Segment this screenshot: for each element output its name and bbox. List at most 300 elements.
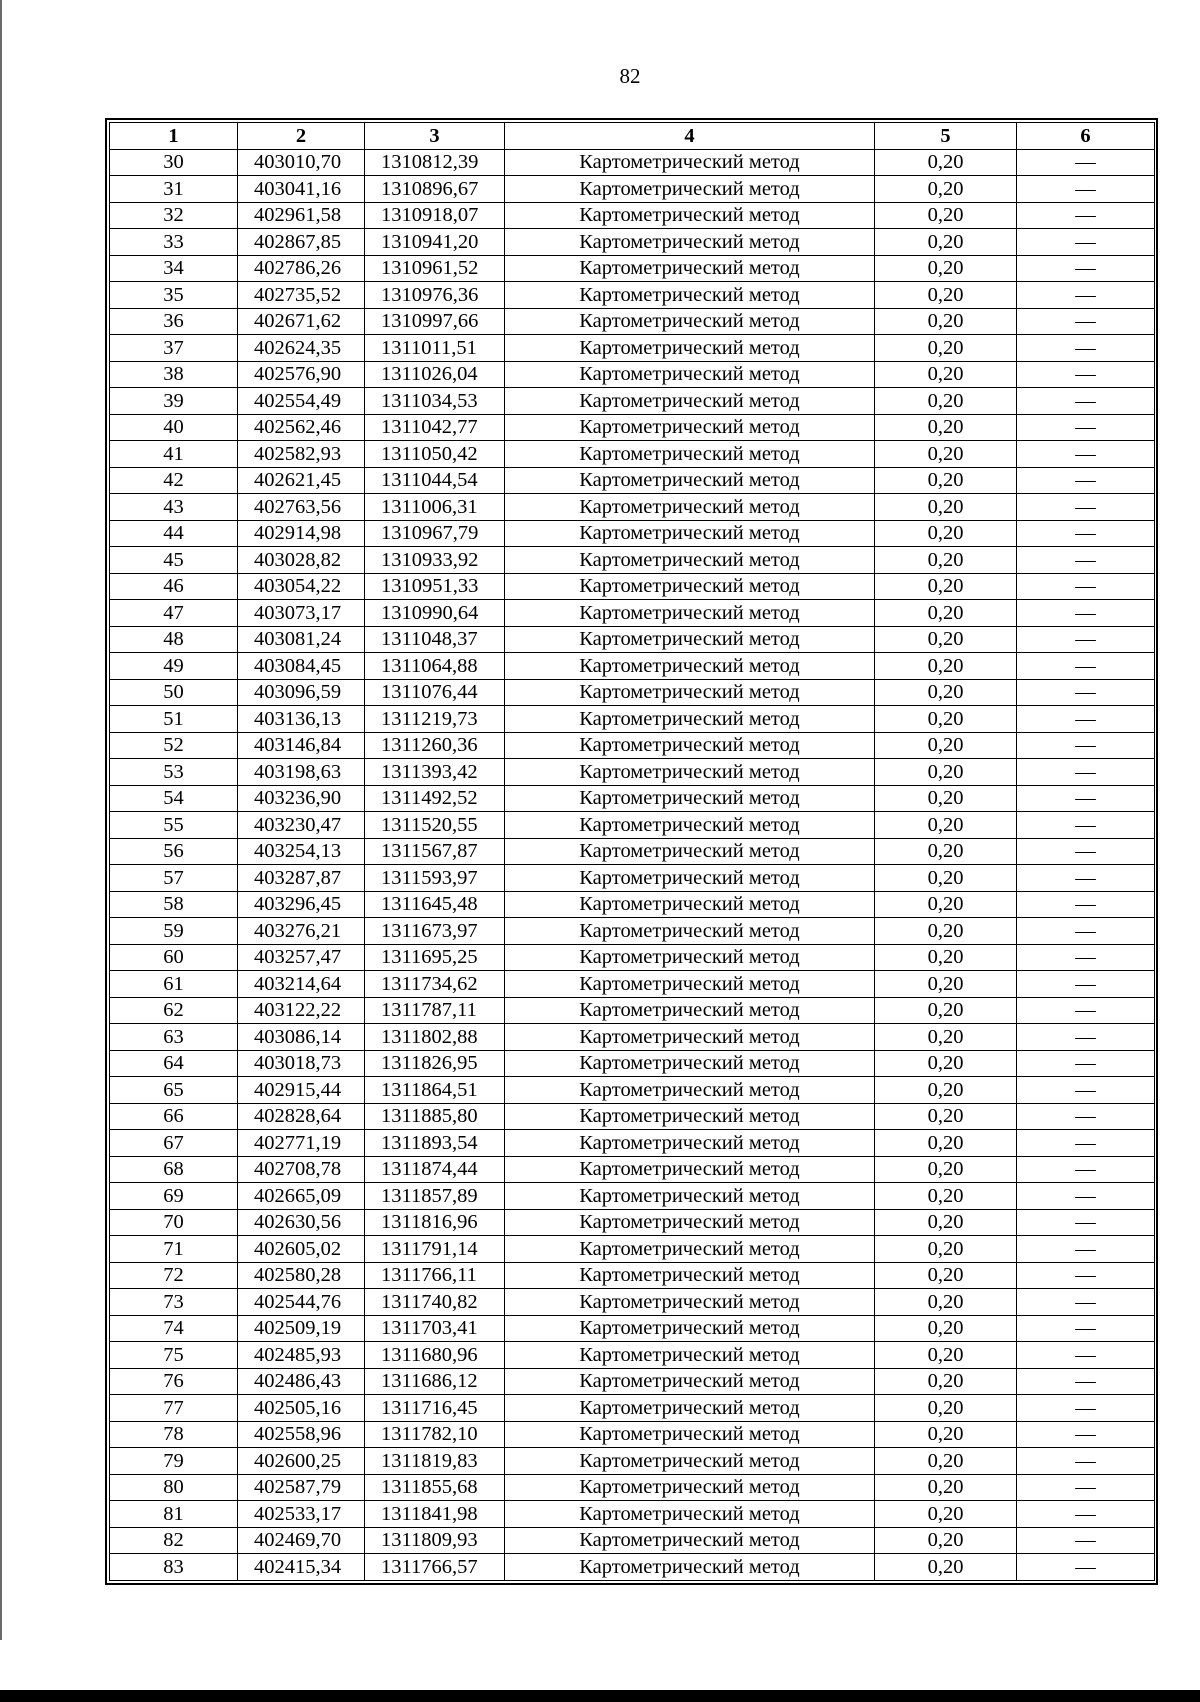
note-cell: —: [1017, 1395, 1155, 1422]
precision-cell: 0,20: [875, 706, 1017, 733]
table-row: [110, 626, 1155, 653]
x-coordinate-cell: 403254,13: [238, 838, 365, 865]
table-row: [110, 838, 1155, 865]
y-coordinate-cell: 1311857,89: [365, 1183, 505, 1210]
note-cell: —: [1017, 1342, 1155, 1369]
y-coordinate-cell: 1311893,54: [365, 1130, 505, 1157]
coordinates-table: [109, 122, 1155, 1581]
note-cell: —: [1017, 255, 1155, 282]
point-number-cell: 48: [110, 626, 238, 653]
note-cell: —: [1017, 149, 1155, 176]
y-coordinate-cell: 1310918,07: [365, 202, 505, 229]
note-cell: —: [1017, 865, 1155, 892]
point-number-cell: 36: [110, 308, 238, 335]
method-cell: Картометрический метод: [505, 785, 875, 812]
note-cell: —: [1017, 944, 1155, 971]
precision-cell: 0,20: [875, 1554, 1017, 1581]
note-cell: —: [1017, 467, 1155, 494]
table-row: [110, 812, 1155, 839]
precision-cell: 0,20: [875, 1368, 1017, 1395]
table-row: [110, 229, 1155, 256]
precision-cell: 0,20: [875, 1024, 1017, 1051]
note-cell: —: [1017, 626, 1155, 653]
method-cell: Картометрический метод: [505, 1474, 875, 1501]
precision-cell: 0,20: [875, 176, 1017, 203]
point-number-cell: 53: [110, 759, 238, 786]
precision-cell: 0,20: [875, 626, 1017, 653]
method-cell: Картометрический метод: [505, 1130, 875, 1157]
y-coordinate-cell: 1311393,42: [365, 759, 505, 786]
note-cell: —: [1017, 891, 1155, 918]
note-cell: —: [1017, 1077, 1155, 1104]
x-coordinate-cell: 402415,34: [238, 1554, 365, 1581]
x-coordinate-cell: 403214,64: [238, 971, 365, 998]
table-row: [110, 1156, 1155, 1183]
table-body: [110, 149, 1155, 1580]
scan-edge-left: [0, 0, 2, 1640]
table-row: [110, 1103, 1155, 1130]
method-cell: Картометрический метод: [505, 1554, 875, 1581]
x-coordinate-cell: 402708,78: [238, 1156, 365, 1183]
point-number-cell: 41: [110, 441, 238, 468]
method-cell: Картометрический метод: [505, 202, 875, 229]
y-coordinate-cell: 1311064,88: [365, 653, 505, 680]
note-cell: —: [1017, 838, 1155, 865]
y-coordinate-cell: 1311219,73: [365, 706, 505, 733]
table-row: [110, 1501, 1155, 1528]
point-number-cell: 80: [110, 1474, 238, 1501]
precision-cell: 0,20: [875, 1262, 1017, 1289]
method-cell: Картометрический метод: [505, 653, 875, 680]
method-cell: Картометрический метод: [505, 494, 875, 521]
y-coordinate-cell: 1311593,97: [365, 865, 505, 892]
y-coordinate-cell: 1311802,88: [365, 1024, 505, 1051]
y-coordinate-cell: 1311260,36: [365, 732, 505, 759]
note-cell: —: [1017, 1209, 1155, 1236]
x-coordinate-cell: 402486,43: [238, 1368, 365, 1395]
precision-cell: 0,20: [875, 308, 1017, 335]
table-row: [110, 176, 1155, 203]
note-cell: —: [1017, 1368, 1155, 1395]
note-cell: —: [1017, 308, 1155, 335]
precision-cell: 0,20: [875, 1103, 1017, 1130]
x-coordinate-cell: 403236,90: [238, 785, 365, 812]
note-cell: —: [1017, 547, 1155, 574]
x-coordinate-cell: 402630,56: [238, 1209, 365, 1236]
table-row: [110, 149, 1155, 176]
y-coordinate-cell: 1311885,80: [365, 1103, 505, 1130]
precision-cell: 0,20: [875, 1448, 1017, 1475]
x-coordinate-cell: 403122,22: [238, 997, 365, 1024]
method-cell: Картометрический метод: [505, 997, 875, 1024]
y-coordinate-cell: 1311864,51: [365, 1077, 505, 1104]
table-row: [110, 785, 1155, 812]
y-coordinate-cell: 1311011,51: [365, 335, 505, 362]
y-coordinate-cell: 1311734,62: [365, 971, 505, 998]
table-row: [110, 414, 1155, 441]
note-cell: —: [1017, 812, 1155, 839]
y-coordinate-cell: 1311703,41: [365, 1315, 505, 1342]
precision-cell: 0,20: [875, 1183, 1017, 1210]
x-coordinate-cell: 402505,16: [238, 1395, 365, 1422]
table-row: [110, 1077, 1155, 1104]
header-col-4: 4: [505, 123, 875, 150]
y-coordinate-cell: 1311050,42: [365, 441, 505, 468]
point-number-cell: 73: [110, 1289, 238, 1316]
table-row: [110, 1474, 1155, 1501]
table-header-row: [110, 123, 1155, 150]
method-cell: Картометрический метод: [505, 1183, 875, 1210]
y-coordinate-cell: 1311492,52: [365, 785, 505, 812]
x-coordinate-cell: 403257,47: [238, 944, 365, 971]
precision-cell: 0,20: [875, 1474, 1017, 1501]
precision-cell: 0,20: [875, 732, 1017, 759]
x-coordinate-cell: 402533,17: [238, 1501, 365, 1528]
method-cell: Картометрический метод: [505, 176, 875, 203]
x-coordinate-cell: 403010,70: [238, 149, 365, 176]
table-row: [110, 467, 1155, 494]
note-cell: —: [1017, 918, 1155, 945]
table-row: [110, 732, 1155, 759]
y-coordinate-cell: 1311787,11: [365, 997, 505, 1024]
y-coordinate-cell: 1310951,33: [365, 573, 505, 600]
method-cell: Картометрический метод: [505, 1501, 875, 1528]
point-number-cell: 66: [110, 1103, 238, 1130]
point-number-cell: 69: [110, 1183, 238, 1210]
point-number-cell: 45: [110, 547, 238, 574]
method-cell: Картометрический метод: [505, 547, 875, 574]
precision-cell: 0,20: [875, 1501, 1017, 1528]
point-number-cell: 54: [110, 785, 238, 812]
table-row: [110, 706, 1155, 733]
y-coordinate-cell: 1311042,77: [365, 414, 505, 441]
point-number-cell: 51: [110, 706, 238, 733]
method-cell: Картометрический метод: [505, 759, 875, 786]
point-number-cell: 56: [110, 838, 238, 865]
x-coordinate-cell: 402580,28: [238, 1262, 365, 1289]
scan-edge-bottom: [0, 1690, 1200, 1702]
y-coordinate-cell: 1311673,97: [365, 918, 505, 945]
note-cell: —: [1017, 971, 1155, 998]
precision-cell: 0,20: [875, 1077, 1017, 1104]
note-cell: —: [1017, 1448, 1155, 1475]
y-coordinate-cell: 1311520,55: [365, 812, 505, 839]
y-coordinate-cell: 1310933,92: [365, 547, 505, 574]
table-row: [110, 918, 1155, 945]
table-row: [110, 1050, 1155, 1077]
point-number-cell: 71: [110, 1236, 238, 1263]
method-cell: Картометрический метод: [505, 1289, 875, 1316]
method-cell: Картометрический метод: [505, 1209, 875, 1236]
y-coordinate-cell: 1311026,04: [365, 361, 505, 388]
x-coordinate-cell: 402771,19: [238, 1130, 365, 1157]
y-coordinate-cell: 1311567,87: [365, 838, 505, 865]
point-number-cell: 79: [110, 1448, 238, 1475]
table-row: [110, 520, 1155, 547]
y-coordinate-cell: 1310961,52: [365, 255, 505, 282]
y-coordinate-cell: 1311826,95: [365, 1050, 505, 1077]
table-row: [110, 573, 1155, 600]
note-cell: —: [1017, 1024, 1155, 1051]
note-cell: —: [1017, 1554, 1155, 1581]
note-cell: —: [1017, 1474, 1155, 1501]
table-row: [110, 1368, 1155, 1395]
method-cell: Картометрический метод: [505, 1342, 875, 1369]
point-number-cell: 77: [110, 1395, 238, 1422]
note-cell: —: [1017, 679, 1155, 706]
note-cell: —: [1017, 176, 1155, 203]
header-col-2: 2: [238, 123, 365, 150]
point-number-cell: 78: [110, 1421, 238, 1448]
note-cell: —: [1017, 573, 1155, 600]
header-col-3: 3: [365, 123, 505, 150]
x-coordinate-cell: 403096,59: [238, 679, 365, 706]
table-row: [110, 1421, 1155, 1448]
method-cell: Картометрический метод: [505, 1395, 875, 1422]
x-coordinate-cell: 402735,52: [238, 282, 365, 309]
note-cell: —: [1017, 1421, 1155, 1448]
method-cell: Картометрический метод: [505, 1527, 875, 1554]
method-cell: Картометрический метод: [505, 573, 875, 600]
point-number-cell: 81: [110, 1501, 238, 1528]
y-coordinate-cell: 1310990,64: [365, 600, 505, 627]
method-cell: Картометрический метод: [505, 441, 875, 468]
x-coordinate-cell: 403198,63: [238, 759, 365, 786]
precision-cell: 0,20: [875, 573, 1017, 600]
point-number-cell: 58: [110, 891, 238, 918]
precision-cell: 0,20: [875, 1342, 1017, 1369]
precision-cell: 0,20: [875, 202, 1017, 229]
y-coordinate-cell: 1311766,57: [365, 1554, 505, 1581]
precision-cell: 0,20: [875, 1315, 1017, 1342]
header-col-1: 1: [110, 123, 238, 150]
point-number-cell: 47: [110, 600, 238, 627]
note-cell: —: [1017, 1156, 1155, 1183]
page-number: 82: [619, 64, 641, 88]
note-cell: —: [1017, 229, 1155, 256]
x-coordinate-cell: 402582,93: [238, 441, 365, 468]
table-row: [110, 1315, 1155, 1342]
method-cell: Картометрический метод: [505, 255, 875, 282]
point-number-cell: 32: [110, 202, 238, 229]
y-coordinate-cell: 1310997,66: [365, 308, 505, 335]
x-coordinate-cell: 403146,84: [238, 732, 365, 759]
note-cell: —: [1017, 520, 1155, 547]
point-number-cell: 52: [110, 732, 238, 759]
method-cell: Картометрический метод: [505, 229, 875, 256]
y-coordinate-cell: 1311695,25: [365, 944, 505, 971]
method-cell: Картометрический метод: [505, 600, 875, 627]
table-row: [110, 1554, 1155, 1581]
header-col-6: 6: [1017, 123, 1155, 150]
y-coordinate-cell: 1311816,96: [365, 1209, 505, 1236]
x-coordinate-cell: 402621,45: [238, 467, 365, 494]
x-coordinate-cell: 402786,26: [238, 255, 365, 282]
precision-cell: 0,20: [875, 812, 1017, 839]
note-cell: —: [1017, 361, 1155, 388]
point-number-cell: 62: [110, 997, 238, 1024]
method-cell: Картометрический метод: [505, 335, 875, 362]
table-row: [110, 1527, 1155, 1554]
y-coordinate-cell: 1311645,48: [365, 891, 505, 918]
precision-cell: 0,20: [875, 865, 1017, 892]
x-coordinate-cell: 403054,22: [238, 573, 365, 600]
note-cell: —: [1017, 1183, 1155, 1210]
x-coordinate-cell: 402624,35: [238, 335, 365, 362]
point-number-cell: 76: [110, 1368, 238, 1395]
y-coordinate-cell: 1311791,14: [365, 1236, 505, 1263]
precision-cell: 0,20: [875, 1130, 1017, 1157]
point-number-cell: 74: [110, 1315, 238, 1342]
method-cell: Картометрический метод: [505, 1315, 875, 1342]
x-coordinate-cell: 402509,19: [238, 1315, 365, 1342]
x-coordinate-cell: 402914,98: [238, 520, 365, 547]
method-cell: Картометрический метод: [505, 732, 875, 759]
point-number-cell: 75: [110, 1342, 238, 1369]
note-cell: —: [1017, 1050, 1155, 1077]
note-cell: —: [1017, 1501, 1155, 1528]
precision-cell: 0,20: [875, 1527, 1017, 1554]
table-row: [110, 1130, 1155, 1157]
note-cell: —: [1017, 335, 1155, 362]
precision-cell: 0,20: [875, 600, 1017, 627]
x-coordinate-cell: 403287,87: [238, 865, 365, 892]
table-row: [110, 891, 1155, 918]
point-number-cell: 63: [110, 1024, 238, 1051]
precision-cell: 0,20: [875, 891, 1017, 918]
method-cell: Картометрический метод: [505, 1077, 875, 1104]
precision-cell: 0,20: [875, 494, 1017, 521]
note-cell: —: [1017, 600, 1155, 627]
y-coordinate-cell: 1311048,37: [365, 626, 505, 653]
point-number-cell: 68: [110, 1156, 238, 1183]
note-cell: —: [1017, 414, 1155, 441]
note-cell: —: [1017, 653, 1155, 680]
method-cell: Картометрический метод: [505, 838, 875, 865]
point-number-cell: 65: [110, 1077, 238, 1104]
point-number-cell: 39: [110, 388, 238, 415]
precision-cell: 0,20: [875, 467, 1017, 494]
note-cell: —: [1017, 1315, 1155, 1342]
x-coordinate-cell: 402867,85: [238, 229, 365, 256]
precision-cell: 0,20: [875, 388, 1017, 415]
note-cell: —: [1017, 441, 1155, 468]
table-row: [110, 1342, 1155, 1369]
note-cell: —: [1017, 785, 1155, 812]
note-cell: —: [1017, 1130, 1155, 1157]
note-cell: —: [1017, 1289, 1155, 1316]
table-row: [110, 202, 1155, 229]
method-cell: Картометрический метод: [505, 812, 875, 839]
y-coordinate-cell: 1311006,31: [365, 494, 505, 521]
method-cell: Картометрический метод: [505, 706, 875, 733]
y-coordinate-cell: 1311874,44: [365, 1156, 505, 1183]
precision-cell: 0,20: [875, 997, 1017, 1024]
x-coordinate-cell: 403073,17: [238, 600, 365, 627]
precision-cell: 0,20: [875, 255, 1017, 282]
note-cell: —: [1017, 1262, 1155, 1289]
method-cell: Картометрический метод: [505, 1262, 875, 1289]
point-number-cell: 67: [110, 1130, 238, 1157]
precision-cell: 0,20: [875, 653, 1017, 680]
y-coordinate-cell: 1311782,10: [365, 1421, 505, 1448]
x-coordinate-cell: 403041,16: [238, 176, 365, 203]
x-coordinate-cell: 402554,49: [238, 388, 365, 415]
method-cell: Картометрический метод: [505, 1024, 875, 1051]
table-row: [110, 441, 1155, 468]
point-number-cell: 55: [110, 812, 238, 839]
point-number-cell: 43: [110, 494, 238, 521]
method-cell: Картометрический метод: [505, 918, 875, 945]
point-number-cell: 40: [110, 414, 238, 441]
note-cell: —: [1017, 706, 1155, 733]
x-coordinate-cell: 403276,21: [238, 918, 365, 945]
x-coordinate-cell: 403136,13: [238, 706, 365, 733]
y-coordinate-cell: 1311766,11: [365, 1262, 505, 1289]
x-coordinate-cell: 403230,47: [238, 812, 365, 839]
x-coordinate-cell: 402671,62: [238, 308, 365, 335]
point-number-cell: 42: [110, 467, 238, 494]
point-number-cell: 60: [110, 944, 238, 971]
precision-cell: 0,20: [875, 1156, 1017, 1183]
precision-cell: 0,20: [875, 441, 1017, 468]
table-row: [110, 1395, 1155, 1422]
x-coordinate-cell: 402828,64: [238, 1103, 365, 1130]
table-row: [110, 679, 1155, 706]
y-coordinate-cell: 1311855,68: [365, 1474, 505, 1501]
method-cell: Картометрический метод: [505, 1421, 875, 1448]
table-row: [110, 600, 1155, 627]
precision-cell: 0,20: [875, 282, 1017, 309]
precision-cell: 0,20: [875, 838, 1017, 865]
x-coordinate-cell: 403084,45: [238, 653, 365, 680]
y-coordinate-cell: 1311034,53: [365, 388, 505, 415]
method-cell: Картометрический метод: [505, 1103, 875, 1130]
x-coordinate-cell: 402605,02: [238, 1236, 365, 1263]
x-coordinate-cell: 402915,44: [238, 1077, 365, 1104]
x-coordinate-cell: 402544,76: [238, 1289, 365, 1316]
method-cell: Картометрический метод: [505, 679, 875, 706]
x-coordinate-cell: 402576,90: [238, 361, 365, 388]
y-coordinate-cell: 1311716,45: [365, 1395, 505, 1422]
method-cell: Картометрический метод: [505, 1236, 875, 1263]
method-cell: Картометрический метод: [505, 282, 875, 309]
method-cell: Картометрический метод: [505, 467, 875, 494]
precision-cell: 0,20: [875, 1209, 1017, 1236]
x-coordinate-cell: 402587,79: [238, 1474, 365, 1501]
precision-cell: 0,20: [875, 971, 1017, 998]
x-coordinate-cell: 402763,56: [238, 494, 365, 521]
method-cell: Картометрический метод: [505, 388, 875, 415]
note-cell: —: [1017, 494, 1155, 521]
x-coordinate-cell: 403018,73: [238, 1050, 365, 1077]
table-row: [110, 361, 1155, 388]
x-coordinate-cell: 402485,93: [238, 1342, 365, 1369]
point-number-cell: 46: [110, 573, 238, 600]
y-coordinate-cell: 1311740,82: [365, 1289, 505, 1316]
point-number-cell: 49: [110, 653, 238, 680]
table-row: [110, 1289, 1155, 1316]
method-cell: Картометрический метод: [505, 944, 875, 971]
point-number-cell: 64: [110, 1050, 238, 1077]
note-cell: —: [1017, 1236, 1155, 1263]
table-row: [110, 944, 1155, 971]
y-coordinate-cell: 1311841,98: [365, 1501, 505, 1528]
x-coordinate-cell: 403296,45: [238, 891, 365, 918]
y-coordinate-cell: 1311044,54: [365, 467, 505, 494]
point-number-cell: 82: [110, 1527, 238, 1554]
y-coordinate-cell: 1310941,20: [365, 229, 505, 256]
